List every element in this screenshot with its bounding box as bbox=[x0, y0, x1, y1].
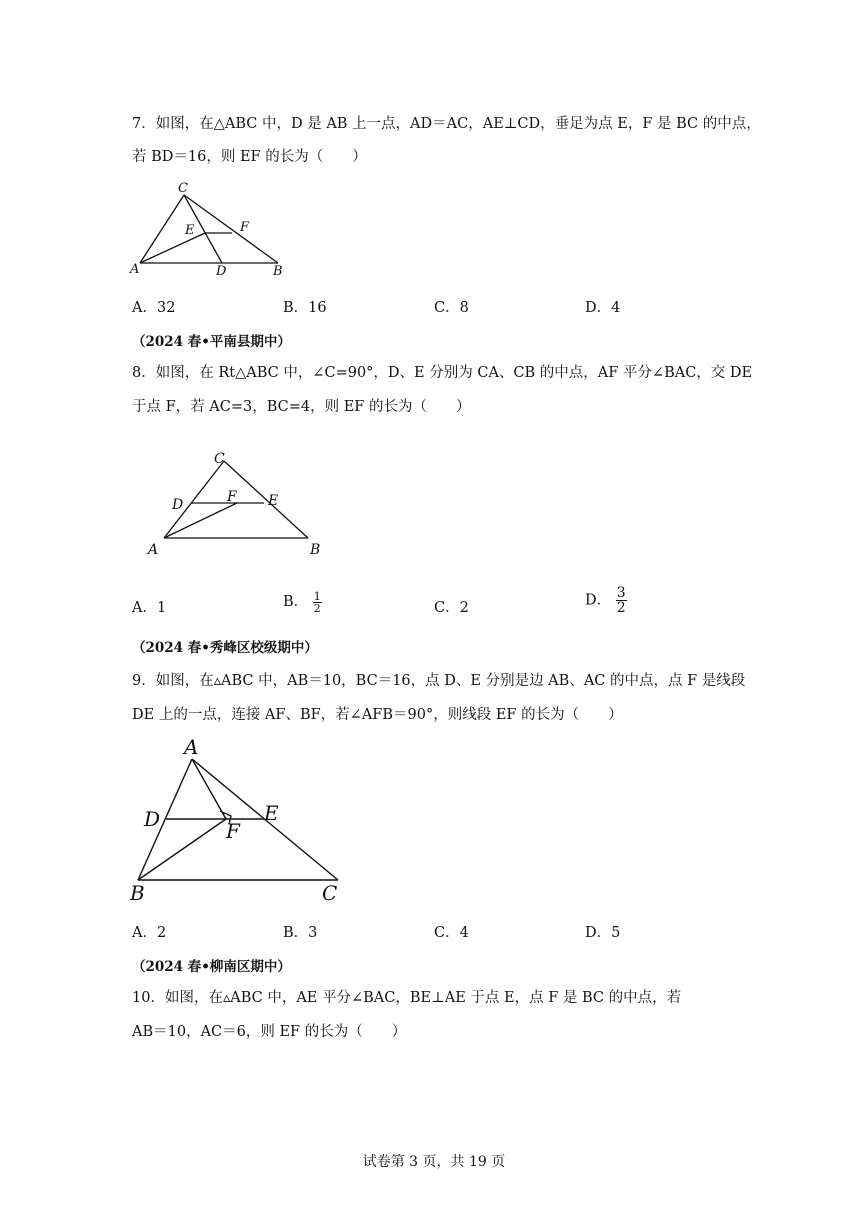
q7-text-line1: 7．如图，在△ABC 中，D 是 AB 上一点，AD＝AC，AE⊥CD，垂足为点 E，F 是 BC 的中点， bbox=[132, 116, 761, 132]
q9-figure bbox=[128, 734, 348, 910]
q8-figure bbox=[140, 446, 340, 564]
q8-option-c: C．2 bbox=[434, 600, 469, 616]
q10-text-line2: AB＝10，AC＝6，则 EF 的长为（ ） bbox=[132, 1024, 407, 1040]
q8-option-b-fraction bbox=[313, 591, 322, 614]
q8-option-d-denominator: 2 bbox=[616, 600, 626, 616]
q7-label-e: E bbox=[185, 223, 195, 238]
q8-label-c: C bbox=[214, 451, 225, 467]
q8-label-a: A bbox=[148, 542, 159, 558]
q8-source: （2024 春•平南县期中） bbox=[132, 334, 291, 350]
q7-figure bbox=[128, 178, 298, 282]
q9-text-line2: DE 上的一点，连接 AF、BF，若∠AFB＝90°，则线段 EF 的长为（ ） bbox=[132, 707, 623, 723]
q10-source: （2024 春•柳南区期中） bbox=[132, 959, 291, 975]
q7-option-b: B．16 bbox=[283, 300, 327, 316]
q9-option-a: A．2 bbox=[132, 925, 167, 941]
q9-option-c: C．4 bbox=[434, 925, 469, 941]
q8-label-d: D bbox=[172, 497, 184, 513]
q9-label-b: B bbox=[130, 881, 145, 905]
q7-label-b: B bbox=[273, 264, 283, 279]
q8-option-b bbox=[283, 590, 322, 614]
q9-source: （2024 春•秀峰区校级期中） bbox=[132, 640, 318, 656]
page-footer: 试卷第 3 页，共 19 页 bbox=[362, 1154, 506, 1170]
q9-option-b: B．3 bbox=[283, 925, 318, 941]
q7-label-a: A bbox=[130, 262, 140, 277]
q9-label-f: F bbox=[226, 819, 240, 843]
q7-option-d: D．4 bbox=[585, 300, 621, 316]
q10-text-line1: 10．如图，在▵ABC 中，AE 平分∠BAC，BE⊥AE 于点 E，点 F 是 BC 的中点，若 bbox=[132, 990, 682, 1006]
q9-label-d: D bbox=[144, 807, 161, 831]
q8-label-b: B bbox=[310, 542, 321, 558]
q9-seg-af bbox=[192, 759, 226, 819]
q9-text-line1: 9．如图，在▵ABC 中，AB＝10，BC＝16，点 D、E 分别是边 AB、AC 的中点，点 F 是线段 bbox=[132, 673, 746, 689]
q9-label-a: A bbox=[184, 735, 199, 759]
q7-option-c: C．8 bbox=[434, 300, 469, 316]
q7-seg-cb bbox=[184, 195, 278, 263]
q8-option-d-numerator: 3 bbox=[616, 585, 626, 601]
q9-option-d: D．5 bbox=[585, 925, 621, 941]
q9-label-c: C bbox=[322, 881, 338, 905]
q8-label-e: E bbox=[268, 493, 279, 509]
q7-label-c: C bbox=[178, 181, 188, 196]
q8-option-d-prefix: D． bbox=[585, 592, 612, 609]
q8-text-line1: 8．如图，在 Rt△ABC 中，∠C=90°，D、E 分别为 CA、CB 的中点，AF 平分∠BAC，交 DE bbox=[132, 365, 753, 381]
q9-label-e: E bbox=[264, 801, 279, 825]
q7-label-d: D bbox=[216, 264, 227, 279]
q8-option-d-fraction bbox=[616, 586, 627, 615]
q8-option-b-numerator: 1 bbox=[313, 589, 321, 603]
q7-text-line2: 若 BD＝16，则 EF 的长为（ ） bbox=[132, 149, 367, 165]
q8-option-b-prefix: B． bbox=[283, 594, 309, 610]
q8-option-b-denominator: 2 bbox=[313, 601, 321, 615]
q7-label-f: F bbox=[240, 220, 250, 235]
q8-text-line2: 于点 F，若 AC=3，BC=4，则 EF 的长为（ ） bbox=[132, 399, 471, 415]
q8-label-f: F bbox=[227, 489, 237, 505]
q8-option-d bbox=[585, 586, 627, 615]
q7-option-a: A．32 bbox=[132, 300, 176, 316]
q8-option-a: A．1 bbox=[132, 600, 167, 616]
